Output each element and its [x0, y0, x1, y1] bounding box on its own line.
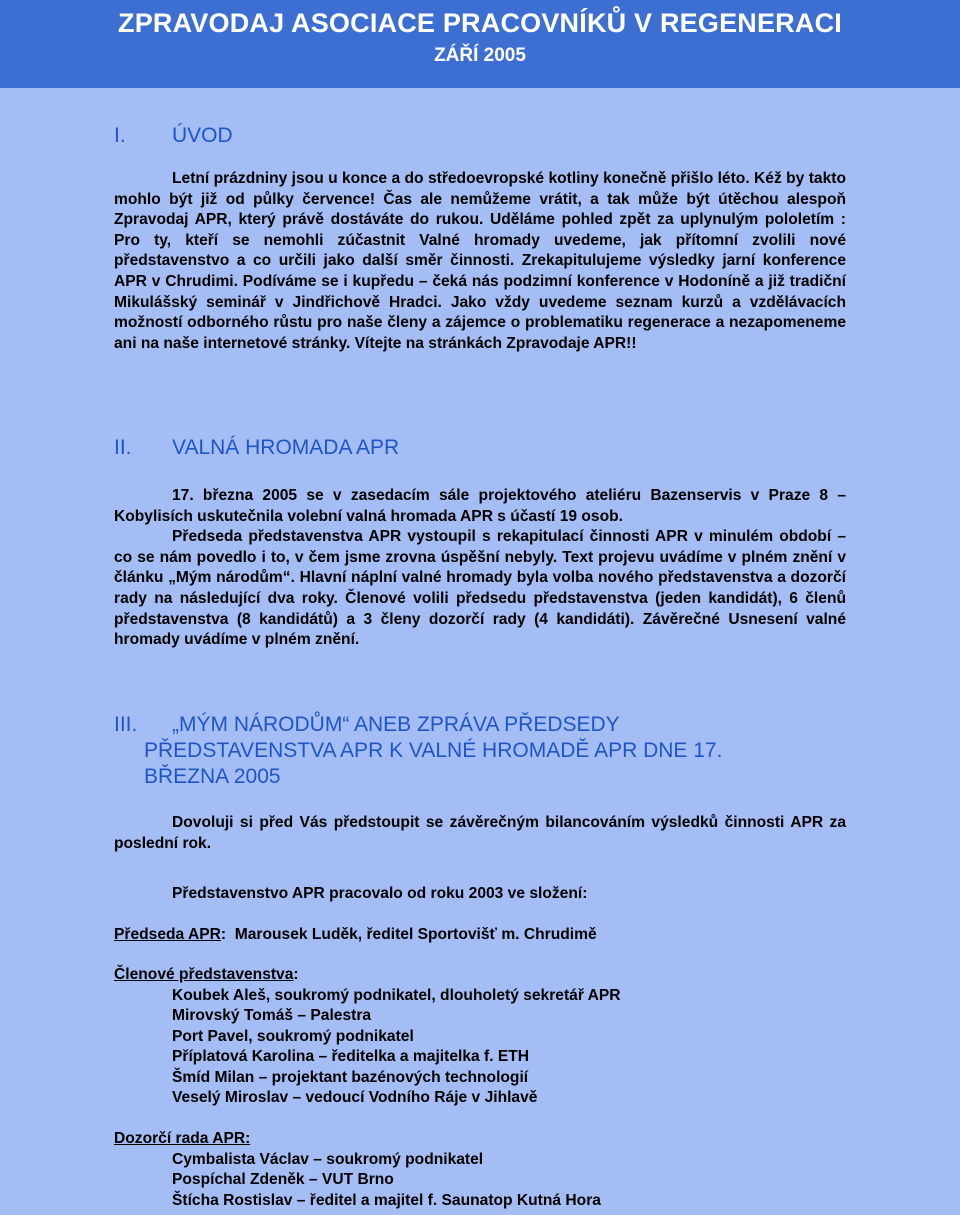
board-intro: Představenstvo APR pracovalo od roku 2003 ve složení: — [172, 885, 588, 902]
newsletter-title: ZPRAVODAJ ASOCIACE PRACOVNÍKŮ V REGENERACI — [118, 8, 842, 38]
intro-paragraph — [114, 169, 846, 354]
section-heading-uvod — [114, 124, 233, 148]
valna-hromada-body — [114, 486, 846, 651]
member-item: Veselý Miroslav – vedoucí Vodního Ráje v Jihlavě — [172, 1089, 538, 1106]
chair-separator: : — [220, 926, 227, 943]
section-number: I. — [114, 124, 126, 147]
section-number: III. — [114, 713, 138, 736]
member-item: Příplatová Karolina – ředitelka a majitelka f. ETH — [172, 1048, 530, 1065]
section-title-line-1: „MÝM NÁRODŮM“ ANEB ZPRÁVA PŘEDSEDY — [172, 713, 620, 736]
newsletter-issue-date: ZÁŘÍ 2005 — [434, 45, 526, 66]
valna-paragraph-1 — [114, 486, 846, 527]
supervisory-item: Pospíchal Zdeněk – VUT Brno — [172, 1171, 394, 1188]
chair-line — [114, 926, 597, 944]
members-heading — [114, 966, 299, 984]
dovoluji-text: Dovoluji si před Vás předstoupit se závěrečným bilancováním výsledků činnosti APR za poslední rok. — [114, 814, 846, 852]
valna-paragraph-2-text: Předseda představenstva APR vystoupil s rekapitulací činnosti APR v minulém období – co se nám povedlo i to, v čem jsme zrovna úspěšní nebyly. Text projevu uvádíme v plném znění v článku „Mým národům“. Hlavní náplní valné hromady byla volba nového představenstva a dozorčí rady na následující dva roky. Členové volili předsedu představenstva (jeden kandidát), 6 členů představenstva (8 kandidátů) a 3 členy dozorčí rady (4 kandidáti). Závěrečné Usnesení valné hromady uvádíme v plném znění. — [114, 528, 846, 649]
valna-paragraph-2 — [114, 527, 846, 651]
member-item: Mirovský Tomáš – Palestra — [172, 1007, 372, 1024]
members-separator: : — [293, 966, 299, 983]
section-title: ÚVOD — [172, 124, 233, 147]
supervisory-item: Štícha Rostislav – ředitel a majitel f. Saunatop Kutná Hora — [172, 1192, 601, 1209]
chair-label: Předseda APR — [114, 926, 221, 943]
member-item: Šmíd Milan – projektant bazénových technologií — [172, 1069, 529, 1086]
section-heading-mym-narodum — [114, 712, 722, 790]
supervisory-item: Cymbalista Václav – soukromý podnikatel — [172, 1151, 484, 1168]
section-heading-valna-hromada — [114, 436, 399, 460]
section-title: VALNÁ HROMADA APR — [172, 436, 400, 459]
newsletter-banner — [0, 0, 960, 88]
section-title-line-3: BŘEZNA 2005 — [144, 765, 281, 788]
section-number: II. — [114, 436, 132, 459]
member-item: Koubek Aleš, soukromý podnikatel, dlouholetý sekretář APR — [172, 987, 621, 1004]
dovoluji-paragraph — [114, 813, 846, 854]
member-item: Port Pavel, soukromý podnikatel — [172, 1028, 414, 1045]
members-label: Členové představenstva — [114, 966, 294, 983]
section-title-line-2: PŘEDSTAVENSTVA APR K VALNÉ HROMADĚ APR DNE 17. — [144, 739, 723, 762]
intro-text: Letní prázdniny jsou u konce a do středoevropské kotliny konečně přišlo léto. Kéž by takto mohlo být již od půlky července! Čas ale nemůžeme vrátit, a tak může být útěchou alespoň Zpravodaj APR, který právě dostáváte do rukou. Uděláme pohled zpět za uplynulým pololetím : Pro ty, kteří se nemohli zúčastnit Valné hromady uvedeme, jak přítomní zvolili nové představenstvo a co určili jako další směr činnosti. Zrekapitulujeme výsledky jarní konference APR v Chrudimi. Podíváme se i kupředu – čeká nás podzimní konference v Hodoníně a již tradiční Mikulášský seminář v Jindřichově Hradci. Jako vždy uvedeme seznam kurzů a vzdělávacích možností odborného růstu pro naše členy a zájemce o problematiku regenerace a nezapomeneme ani na naše internetové stránky. Vítejte na stránkách Zpravodaje APR!! — [114, 170, 846, 352]
supervisory-heading: Dozorčí rada APR: — [114, 1130, 251, 1147]
chair-value: Marousek Luděk, ředitel Sportovišť m. Chrudimě — [226, 926, 597, 943]
valna-paragraph-1-text: 17. března 2005 se v zasedacím sále projektového ateliéru Bazenservis v Praze 8 – Kobylisích uskutečnila volební valná hromada APR s účastí 19 osob. — [114, 487, 846, 525]
